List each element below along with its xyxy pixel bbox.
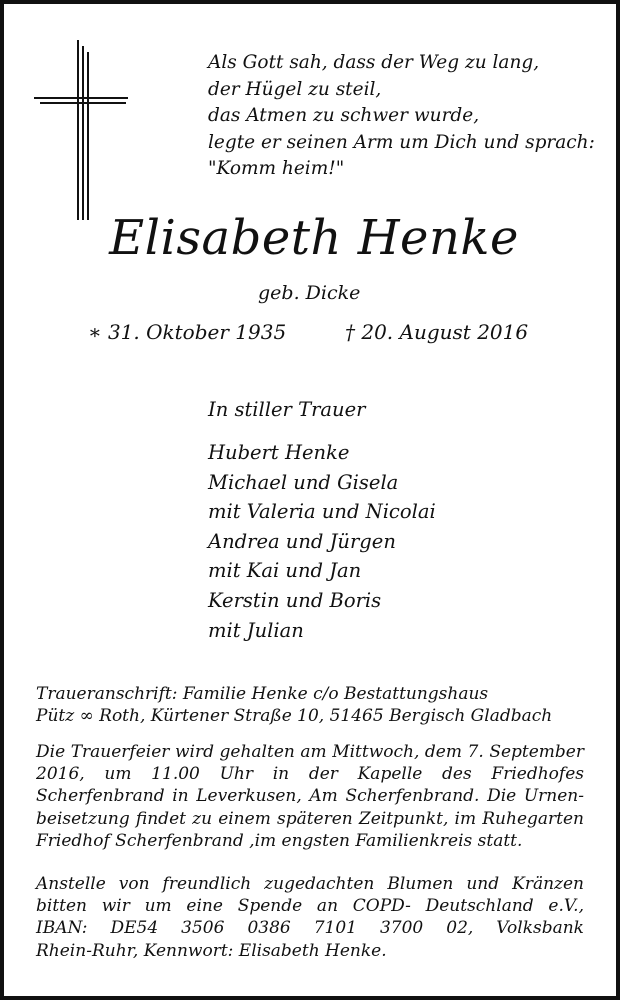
address-line: Traueranschrift: Familie Henke c/o Bestattungshaus [36, 684, 489, 704]
mourning-heading: In stiller Trauer [208, 398, 366, 421]
mourner-name: Michael und Gisela [208, 470, 399, 494]
ceremony-line: 2016, um 11.00 Uhr in der Kapelle des Friedhofes [36, 764, 584, 785]
poem-line: legte er seinen Arm um Dich und sprach: [208, 131, 595, 153]
ceremony-info [36, 741, 584, 852]
donation-line: bitten wir um eine Spende an COPD- Deutschland e.V., [36, 896, 584, 917]
donation-info [36, 873, 584, 962]
mourner-name: mit Kai und Jan [208, 559, 362, 583]
poem-line: das Atmen zu schwer wurde, [208, 105, 480, 126]
birth-date: ∗ 31. Oktober 1935 [88, 320, 287, 344]
ceremony-line: Die Trauerfeier wird gehalten am Mittwoch, dem 7. September [36, 742, 584, 762]
ceremony-line: Friedhof Scherfenbrand ,im engsten Familienkreis statt. [36, 830, 523, 851]
mourner-name: Kerstin und Boris [208, 588, 382, 612]
mourner-name: mit Valeria und Nicolai [208, 500, 436, 524]
death-date: † 20. August 2016 [345, 320, 529, 344]
poem-line: Als Gott sah, dass der Weg zu lang, [208, 52, 540, 73]
ceremony-line: beisetzung findet zu einem späteren Zeitpunkt, im Ruhegarten [36, 808, 584, 829]
donation-line: Anstelle von freundlich zugedachten Blumen und Kränzen [36, 874, 584, 894]
mourner-name: Andrea und Jürgen [208, 529, 396, 553]
donation-line: IBAN: DE54 3506 0386 7101 3700 02, Volksbank [36, 918, 584, 939]
address-line: Pütz ∞ Roth, Kürtener Straße 10, 51465 Bergisch Gladbach [36, 706, 553, 727]
poem-line: der Hügel zu steil, [208, 78, 382, 100]
mourner-name: Hubert Henke [208, 441, 350, 464]
poem-line: "Komm heim!" [208, 158, 345, 179]
deceased-name: Elisabeth Henke [109, 210, 519, 266]
cross-icon [34, 40, 132, 220]
maiden-name: geb. Dicke [258, 282, 361, 304]
mourner-name: mit Julian [208, 618, 304, 642]
poem [208, 50, 595, 183]
mourners-list [208, 438, 436, 645]
donation-line: Rhein-Ruhr, Kennwort: Elisabeth Henke. [36, 940, 387, 961]
mourning-address [36, 683, 584, 727]
ceremony-line: Scherfenbrand in Leverkusen, Am Scherfenbrand. Die Urnen- [36, 786, 584, 807]
